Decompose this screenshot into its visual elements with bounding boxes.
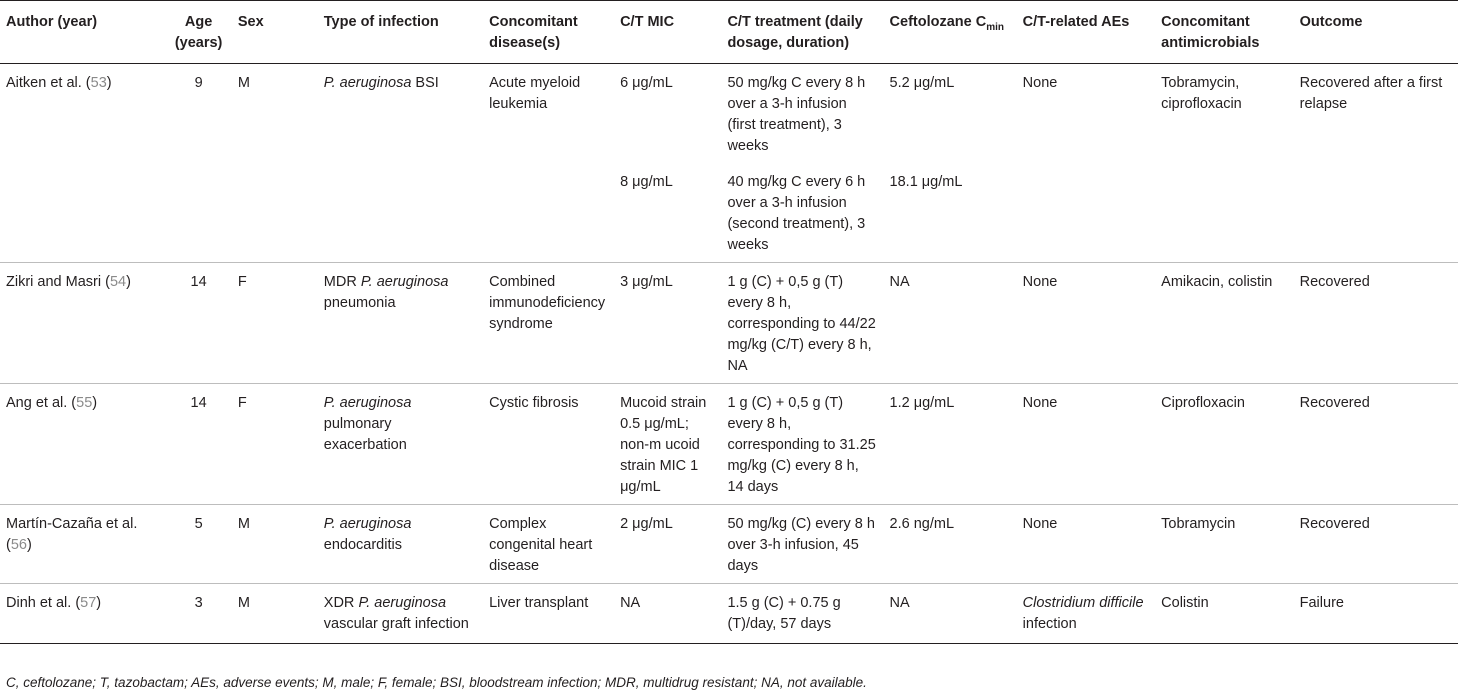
table-footnote: C, ceftolozane; T, tazobactam; AEs, adverse events; M, male; F, female; BSI, bloodstream infection; MDR, multidrug resistant; NA, not available. [6,675,867,690]
cell-treatment: 1 g (C) + 0,5 g (T) every 8 h, corresponding to 44/22 mg/kg (C/T) every 8 h, NA [721,263,883,384]
cell-infection [318,584,483,644]
cell-treatment: 1 g (C) + 0,5 g (T) every 8 h, corresponding to 31.25 mg/kg (C) every 8 h, 14 days [721,384,883,505]
cell-author [0,584,165,644]
cell-mic: 2 μg/mL [614,505,721,584]
cell-disease: Combined immunodeficiency syndrome [483,263,614,384]
header-sex: Sex [237,14,264,30]
header-treatment: C/T treatment (daily dosage, duration) [727,14,863,51]
cell-mic: NA [614,584,721,644]
table-row [0,263,1458,384]
cell-age: 14 [165,384,232,505]
cell-antimicrobials: Tobramycin [1155,505,1293,584]
cell-author [0,505,165,584]
author-text: Dinh et al. ( [6,595,81,611]
cell-aes: None [1017,505,1155,584]
cell-cmin: NA [884,584,1017,644]
organism-name: P. aeruginosa [323,516,412,532]
table-row [0,505,1458,584]
organism-name: Clostridium difficile [1022,595,1144,611]
reference-link[interactable]: 53 [90,75,107,91]
cell-treatment: 50 mg/kg (C) every 8 h over 3-h infusion, 45 days [721,505,883,584]
cell-disease: Liver transplant [483,584,614,644]
cell-sex: M [237,75,250,91]
cell-sex: F [232,263,318,384]
cell-mic: 6 μg/mL [620,75,673,91]
cell-cmin: 18.1 μg/mL [889,174,963,190]
author-text-end: ) [26,537,32,553]
header-infection: Type of infection [323,14,439,30]
cell-mic: Mucoid strain 0.5 μg/mL; non-m ucoid strain MIC 1 μg/mL [614,384,721,505]
cell-sex: F [232,384,318,505]
header-author: Author (year) [6,14,98,30]
author-text: Martín-Cazaña et al. ( [6,516,138,553]
cell-outcome: Recovered after a first relapse [1299,75,1443,112]
author-text-end: ) [96,595,102,611]
cell-mic: 8 μg/mL [620,174,673,190]
cell-treatment: 40 mg/kg C every 6 h over a 3-h infusion (second treatment), 3 weeks [727,174,866,253]
reference-link[interactable]: 56 [10,537,27,553]
header-cmin [884,1,1017,64]
reference-link[interactable]: 57 [80,595,97,611]
cell-infection [318,384,483,505]
author-text: Zikri and Masri ( [6,274,110,290]
cell-sex: M [232,584,318,644]
cell-antimicrobials: Ciprofloxacin [1155,384,1293,505]
aes-text: infection [1022,616,1077,632]
table-row [0,384,1458,505]
infection-text: pulmonary exacerbation [323,416,407,453]
cell-age: 3 [165,584,232,644]
cell-author [0,64,165,263]
header-cmin-sub: min [986,21,1004,33]
cell-outcome: Failure [1294,584,1458,644]
cell-age: 9 [194,75,203,91]
organism-name: P. aeruginosa [358,595,447,611]
infection-prefix: MDR [323,274,361,290]
cell-antimicrobials: Colistin [1155,584,1293,644]
cell-aes: None [1017,263,1155,384]
cell-aes: None [1017,384,1155,505]
cell-author [0,263,165,384]
author-text-end: ) [106,75,112,91]
cell-cmin: 1.2 μg/mL [884,384,1017,505]
cell-sex: M [232,505,318,584]
cell-cmin: NA [884,263,1017,384]
cell-infection [318,64,483,263]
header-age: Age (years) [174,14,223,51]
author-text-end: ) [126,274,131,290]
author-text: Ang et al. ( [6,395,77,411]
cell-disease: Acute myeloid leukemia [489,75,581,112]
header-mic: C/T MIC [620,14,675,30]
table-row [0,584,1458,644]
header-disease: Concomitant disease(s) [489,14,578,51]
reference-link[interactable]: 55 [76,395,93,411]
header-antimicrobials: Concomitant antimicrobials [1161,14,1260,51]
cell-mic: 3 μg/mL [614,263,721,384]
cell-infection [318,263,483,384]
cell-treatment: 50 mg/kg C every 8 h over a 3-h infusion (first treatment), 3 weeks [727,75,866,154]
infection-prefix: XDR [323,595,359,611]
cell-outcome: Recovered [1294,384,1458,505]
cell-cmin: 2.6 ng/mL [884,505,1017,584]
infection-text: BSI [411,75,439,91]
header-row [0,1,1458,64]
infection-text: pneumonia [323,295,396,311]
cell-age: 14 [165,263,232,384]
organism-name: P. aeruginosa [360,274,449,290]
infection-text: vascular graft infection [323,616,469,632]
header-cmin-text: Ceftolozane C [889,14,987,30]
cell-age: 5 [165,505,232,584]
cell-disease: Cystic fibrosis [483,384,614,505]
cell-antimicrobials: Amikacin, colistin [1155,263,1293,384]
cell-infection [318,505,483,584]
cell-cmin: 5.2 μg/mL [889,75,955,91]
cell-outcome: Recovered [1294,263,1458,384]
infection-text: endocarditis [323,537,402,553]
cell-author [0,384,165,505]
cell-antimicrobials: Tobramycin, ciprofloxacin [1161,75,1242,112]
table-row [0,64,1458,164]
cell-disease: Complex congenital heart disease [483,505,614,584]
cell-aes [1017,584,1155,644]
header-aes: C/T-related AEs [1022,14,1130,30]
author-text: Aitken et al. ( [6,75,91,91]
organism-name: P. aeruginosa [323,75,412,91]
header-outcome: Outcome [1299,14,1363,30]
cell-outcome: Recovered [1294,505,1458,584]
cell-treatment: 1.5 g (C) + 0.75 g (T)/day, 57 days [721,584,883,644]
cell-aes: None [1022,75,1058,91]
reference-link[interactable]: 54 [109,274,127,290]
organism-name: P. aeruginosa [323,395,412,411]
author-text-end: ) [92,395,98,411]
